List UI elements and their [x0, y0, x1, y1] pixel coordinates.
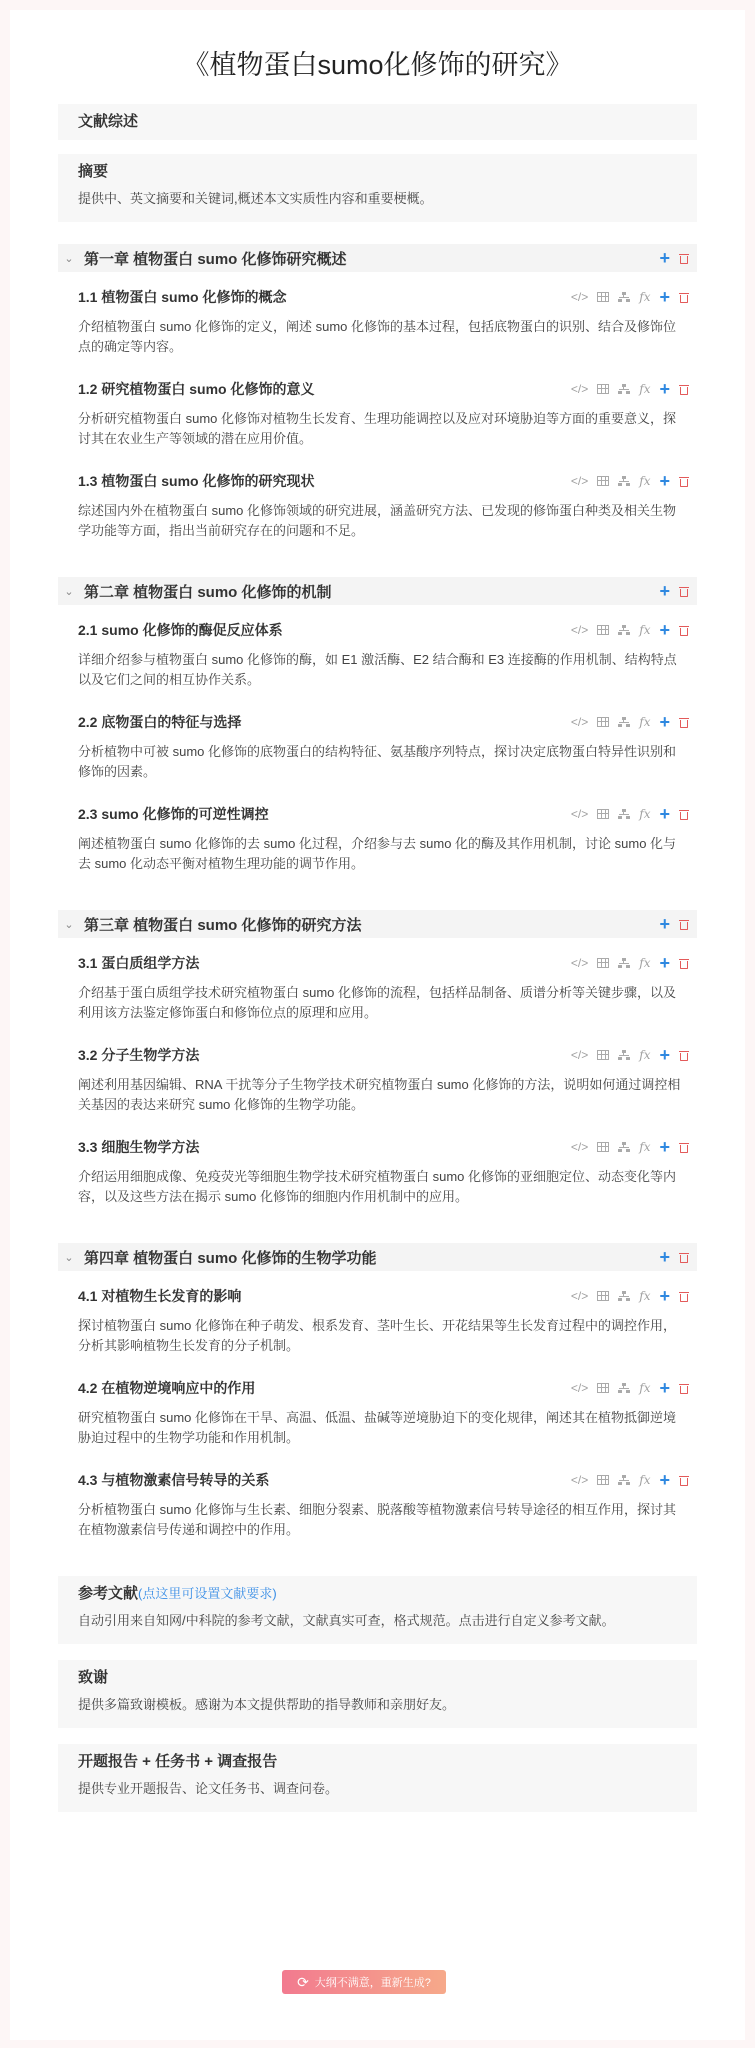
- section: [58, 377, 697, 449]
- table-icon[interactable]: [597, 1291, 609, 1301]
- section-toolbar: [571, 1380, 689, 1396]
- code-icon[interactable]: </>: [570, 1048, 589, 1062]
- section-header[interactable]: [78, 1043, 689, 1067]
- delete-icon[interactable]: [679, 384, 689, 395]
- formula-icon[interactable]: fx: [639, 1289, 651, 1303]
- delete-icon[interactable]: [679, 476, 689, 487]
- formula-icon[interactable]: fx: [639, 1140, 651, 1154]
- formula-icon[interactable]: fx: [639, 1473, 651, 1487]
- chapter-header[interactable]: [58, 577, 697, 605]
- add-icon[interactable]: +: [659, 248, 670, 268]
- section-desc: 分析植物蛋白 sumo 化修饰与生长素、细胞分裂素、脱落酸等植物激素信号转导途径的相互作用，探讨其在植物激素信号传递和调控中的作用。: [78, 1502, 677, 1537]
- regenerate-button[interactable]: [282, 1970, 446, 1994]
- delete-icon[interactable]: [679, 292, 689, 303]
- chapter-header[interactable]: [58, 910, 697, 938]
- add-icon[interactable]: +: [659, 1286, 670, 1306]
- delete-icon[interactable]: [679, 717, 689, 728]
- formula-icon[interactable]: fx: [639, 382, 651, 396]
- section-toolbar: [571, 622, 689, 638]
- table-icon[interactable]: [597, 958, 609, 968]
- section-header[interactable]: [78, 710, 689, 734]
- delete-icon[interactable]: [679, 625, 689, 636]
- table-icon[interactable]: [597, 809, 609, 819]
- section-toolbar: [571, 714, 689, 730]
- chapter-title: 第三章 植物蛋白 sumo 化修饰的研究方法: [84, 916, 362, 934]
- diagram-icon[interactable]: [618, 1475, 630, 1486]
- section-header[interactable]: [78, 377, 689, 401]
- chevron-down-icon[interactable]: ⌄: [64, 252, 74, 265]
- delete-icon[interactable]: [679, 809, 689, 820]
- abstract-label: 摘要: [78, 163, 109, 180]
- references-label: 参考文献: [78, 1585, 139, 1602]
- chapter-toolbar: [659, 916, 689, 932]
- add-icon[interactable]: +: [659, 581, 670, 601]
- diagram-icon[interactable]: [618, 809, 630, 820]
- chapter-toolbar: [659, 1249, 689, 1265]
- delete-icon[interactable]: [679, 1050, 689, 1061]
- diagram-icon[interactable]: [618, 1142, 630, 1153]
- table-icon[interactable]: [597, 625, 609, 635]
- code-icon[interactable]: </>: [570, 290, 589, 304]
- add-icon[interactable]: +: [659, 712, 670, 732]
- section-header[interactable]: [78, 618, 689, 642]
- chapter-header[interactable]: [58, 244, 697, 272]
- refresh-icon: ⟳: [297, 1973, 309, 1990]
- section-header[interactable]: [78, 469, 689, 493]
- diagram-icon[interactable]: [618, 292, 630, 303]
- section-desc: 探讨植物蛋白 sumo 化修饰在种子萌发、根系发育、茎叶生长、开花结果等生长发育过程中的调控作用，分析其影响植物生长发育的分子机制。: [78, 1318, 677, 1353]
- chevron-down-icon[interactable]: ⌄: [64, 585, 74, 598]
- thanks-block[interactable]: [58, 1660, 697, 1728]
- table-icon[interactable]: [597, 292, 609, 302]
- code-icon[interactable]: </>: [570, 1381, 589, 1395]
- add-icon[interactable]: +: [659, 379, 670, 399]
- table-icon[interactable]: [597, 717, 609, 727]
- diagram-icon[interactable]: [618, 1291, 630, 1302]
- chapter-list: [58, 244, 697, 1560]
- formula-icon[interactable]: fx: [639, 715, 651, 729]
- code-icon[interactable]: </>: [570, 623, 589, 637]
- delete-icon[interactable]: [679, 919, 689, 930]
- table-icon[interactable]: [597, 1475, 609, 1485]
- delete-icon[interactable]: [679, 958, 689, 969]
- section-toolbar: [571, 473, 689, 489]
- section: [58, 710, 697, 782]
- chapter: [58, 244, 697, 541]
- diagram-icon[interactable]: [618, 625, 630, 636]
- section-title: 3.3 细胞生物学方法: [78, 1139, 200, 1155]
- section-title: 1.3 植物蛋白 sumo 化修饰的研究现状: [78, 473, 315, 489]
- section-desc: 研究植物蛋白 sumo 化修饰在干旱、高温、低温、盐碱等逆境胁迫下的变化规律，阐述其在植物抵御逆境胁迫过程中的生物学功能和作用机制。: [78, 1410, 677, 1445]
- section-header[interactable]: [78, 1468, 689, 1492]
- references-settings-link[interactable]: (点这里可设置文献要求): [138, 1586, 277, 1601]
- outline-page: [10, 10, 745, 2040]
- code-icon[interactable]: </>: [570, 715, 589, 729]
- diagram-icon[interactable]: [618, 1383, 630, 1394]
- section: [58, 618, 697, 690]
- report-block[interactable]: [58, 1744, 697, 1812]
- section-desc: 介绍植物蛋白 sumo 化修饰的定义，阐述 sumo 化修饰的基本过程，包括底物蛋白的识别、结合及修饰位点的确定等内容。: [78, 319, 677, 354]
- section-title: 2.2 底物蛋白的特征与选择: [78, 714, 242, 730]
- section-desc: 阐述利用基因编辑、RNA 干扰等分子生物学技术研究植物蛋白 sumo 化修饰的方法，说明如何通过调控相关基因的表达来研究 sumo 化修饰的生物学功能。: [78, 1077, 681, 1112]
- add-icon[interactable]: +: [659, 1045, 670, 1065]
- section-desc: 阐述植物蛋白 sumo 化修饰的去 sumo 化过程，介绍参与去 sumo 化的酶及其作用机制，讨论 sumo 化与去 sumo 化动态平衡对植物生理功能的调节作用。: [78, 836, 677, 871]
- formula-icon[interactable]: fx: [639, 1381, 651, 1395]
- table-icon[interactable]: [597, 476, 609, 486]
- add-icon[interactable]: +: [659, 914, 670, 934]
- section-desc: 分析研究植物蛋白 sumo 化修饰对植物生长发育、生理功能调控以及应对环境胁迫等方面的重要意义，探讨其在农业生产等领域的潜在应用价值。: [78, 411, 677, 446]
- delete-icon[interactable]: [679, 1252, 689, 1263]
- code-icon[interactable]: </>: [570, 1140, 589, 1154]
- chapter: [58, 577, 697, 874]
- thanks-desc: 提供多篇致谢模板。感谢为本文提供帮助的指导教师和亲朋好友。: [78, 1697, 456, 1712]
- section: [58, 285, 697, 357]
- section-header[interactable]: [78, 1135, 689, 1159]
- section-toolbar: [571, 1139, 689, 1155]
- section-header[interactable]: [78, 1284, 689, 1308]
- section-desc: 介绍运用细胞成像、免疫荧光等细胞生物学技术研究植物蛋白 sumo 化修饰的亚细胞定位、动态变化等内容，以及这些方法在揭示 sumo 化修饰的细胞内作用机制中的应用。: [78, 1169, 677, 1204]
- diagram-icon[interactable]: [618, 717, 630, 728]
- diagram-icon[interactable]: [618, 384, 630, 395]
- code-icon[interactable]: </>: [570, 474, 589, 488]
- add-icon[interactable]: +: [659, 471, 670, 491]
- chapter: [58, 1243, 697, 1540]
- table-icon[interactable]: [597, 1050, 609, 1060]
- delete-icon[interactable]: [679, 1383, 689, 1394]
- section-title: 3.2 分子生物学方法: [78, 1047, 200, 1063]
- delete-icon[interactable]: [679, 253, 689, 264]
- diagram-icon[interactable]: [618, 958, 630, 969]
- code-icon[interactable]: </>: [570, 956, 589, 970]
- section-toolbar: [571, 1047, 689, 1063]
- chevron-down-icon[interactable]: ⌄: [64, 918, 74, 931]
- section: [58, 1284, 697, 1356]
- code-icon[interactable]: </>: [570, 1473, 589, 1487]
- add-icon[interactable]: +: [659, 1378, 670, 1398]
- section-header[interactable]: [78, 802, 689, 826]
- section-title: 4.1 对植物生长发育的影响: [78, 1288, 242, 1304]
- report-desc: 提供专业开题报告、论文任务书、调查问卷。: [78, 1781, 339, 1796]
- section-toolbar: [571, 1288, 689, 1304]
- delete-icon[interactable]: [679, 1475, 689, 1486]
- section-desc: 综述国内外在植物蛋白 sumo 化修饰领域的研究进展，涵盖研究方法、已发现的修饰蛋白种类及相关生物学功能等方面，指出当前研究存在的问题和不足。: [78, 503, 677, 538]
- report-label: 开题报告 + 任务书 + 调查报告: [78, 1753, 278, 1770]
- delete-icon[interactable]: [679, 1291, 689, 1302]
- page-title: 《植物蛋白sumo化修饰的研究》: [182, 50, 573, 80]
- section-title: 1.2 研究植物蛋白 sumo 化修饰的意义: [78, 381, 315, 397]
- lit-review-label: 文献综述: [78, 113, 139, 130]
- formula-icon[interactable]: fx: [639, 474, 651, 488]
- abstract-desc: 提供中、英文摘要和关键词,概述本文实质性内容和重要梗概。: [78, 191, 433, 206]
- add-icon[interactable]: +: [659, 953, 670, 973]
- formula-icon[interactable]: fx: [639, 956, 651, 970]
- abstract-block[interactable]: [58, 154, 697, 222]
- section-header[interactable]: [78, 285, 689, 309]
- delete-icon[interactable]: [679, 586, 689, 597]
- section-desc: 详细介绍参与植物蛋白 sumo 化修饰的酶，如 E1 激活酶、E2 结合酶和 E3 连接酶的作用机制、结构特点以及它们之间的相互协作关系。: [78, 652, 677, 687]
- thanks-label: 致谢: [78, 1669, 109, 1686]
- diagram-icon[interactable]: [618, 1050, 630, 1061]
- chapter-toolbar: [659, 250, 689, 266]
- section-title: 1.1 植物蛋白 sumo 化修饰的概念: [78, 289, 287, 305]
- section: [58, 951, 697, 1023]
- references-desc: 自动引用来自知网/中科院的参考文献，文献真实可查，格式规范。点击进行自定义参考文献。: [78, 1613, 615, 1628]
- section: [58, 1043, 697, 1115]
- formula-icon[interactable]: fx: [639, 290, 651, 304]
- add-icon[interactable]: +: [659, 804, 670, 824]
- references-head: [78, 1576, 677, 1612]
- section: [58, 802, 697, 874]
- section-desc: 分析植物中可被 sumo 化修饰的底物蛋白的结构特征、氨基酸序列特点，探讨决定底物蛋白特异性识别和修饰的因素。: [78, 744, 677, 779]
- section-desc: 介绍基于蛋白质组学技术研究植物蛋白 sumo 化修饰的流程，包括样品制备、质谱分析等关键步骤，以及利用该方法鉴定修饰蛋白和修饰位点的原理和应用。: [78, 985, 677, 1020]
- regenerate-label: 大纲不满意，重新生成?: [314, 1977, 431, 1989]
- add-icon[interactable]: +: [659, 620, 670, 640]
- references-block[interactable]: [58, 1576, 697, 1644]
- add-icon[interactable]: +: [659, 1247, 670, 1267]
- section-title: 4.3 与植物激素信号转导的关系: [78, 1472, 270, 1488]
- code-icon[interactable]: </>: [570, 382, 589, 396]
- delete-icon[interactable]: [679, 1142, 689, 1153]
- section: [58, 469, 697, 541]
- section-title: 2.3 sumo 化修饰的可逆性调控: [78, 806, 269, 822]
- section-toolbar: [571, 806, 689, 822]
- section-toolbar: [571, 1472, 689, 1488]
- chevron-down-icon[interactable]: ⌄: [64, 1251, 74, 1264]
- section: [58, 1468, 697, 1540]
- table-icon[interactable]: [597, 1142, 609, 1152]
- formula-icon[interactable]: fx: [639, 623, 651, 637]
- chapter: [58, 910, 697, 1207]
- chapter-title: 第一章 植物蛋白 sumo 化修饰研究概述: [84, 250, 347, 268]
- table-icon[interactable]: [597, 1383, 609, 1393]
- chapter-header[interactable]: [58, 1243, 697, 1271]
- section-title: 4.2 在植物逆境响应中的作用: [78, 1380, 256, 1396]
- section-title: 2.1 sumo 化修饰的酶促反应体系: [78, 622, 283, 638]
- chapter-title: 第二章 植物蛋白 sumo 化修饰的机制: [84, 583, 332, 601]
- formula-icon[interactable]: fx: [639, 1048, 651, 1062]
- section-title: 3.1 蛋白质组学方法: [78, 955, 200, 971]
- formula-icon[interactable]: fx: [639, 807, 651, 821]
- chapter-toolbar: [659, 583, 689, 599]
- section-header[interactable]: [78, 1376, 689, 1400]
- add-icon[interactable]: +: [659, 1470, 670, 1490]
- section: [58, 1135, 697, 1207]
- add-icon[interactable]: +: [659, 1137, 670, 1157]
- table-icon[interactable]: [597, 384, 609, 394]
- code-icon[interactable]: </>: [570, 1289, 589, 1303]
- diagram-icon[interactable]: [618, 476, 630, 487]
- add-icon[interactable]: +: [659, 287, 670, 307]
- section-toolbar: [571, 381, 689, 397]
- section-header[interactable]: [78, 951, 689, 975]
- section-toolbar: [571, 955, 689, 971]
- lit-review-block[interactable]: [58, 104, 697, 140]
- code-icon[interactable]: </>: [570, 807, 589, 821]
- section-toolbar: [571, 289, 689, 305]
- chapter-title: 第四章 植物蛋白 sumo 化修饰的生物学功能: [84, 1249, 377, 1267]
- section: [58, 1376, 697, 1448]
